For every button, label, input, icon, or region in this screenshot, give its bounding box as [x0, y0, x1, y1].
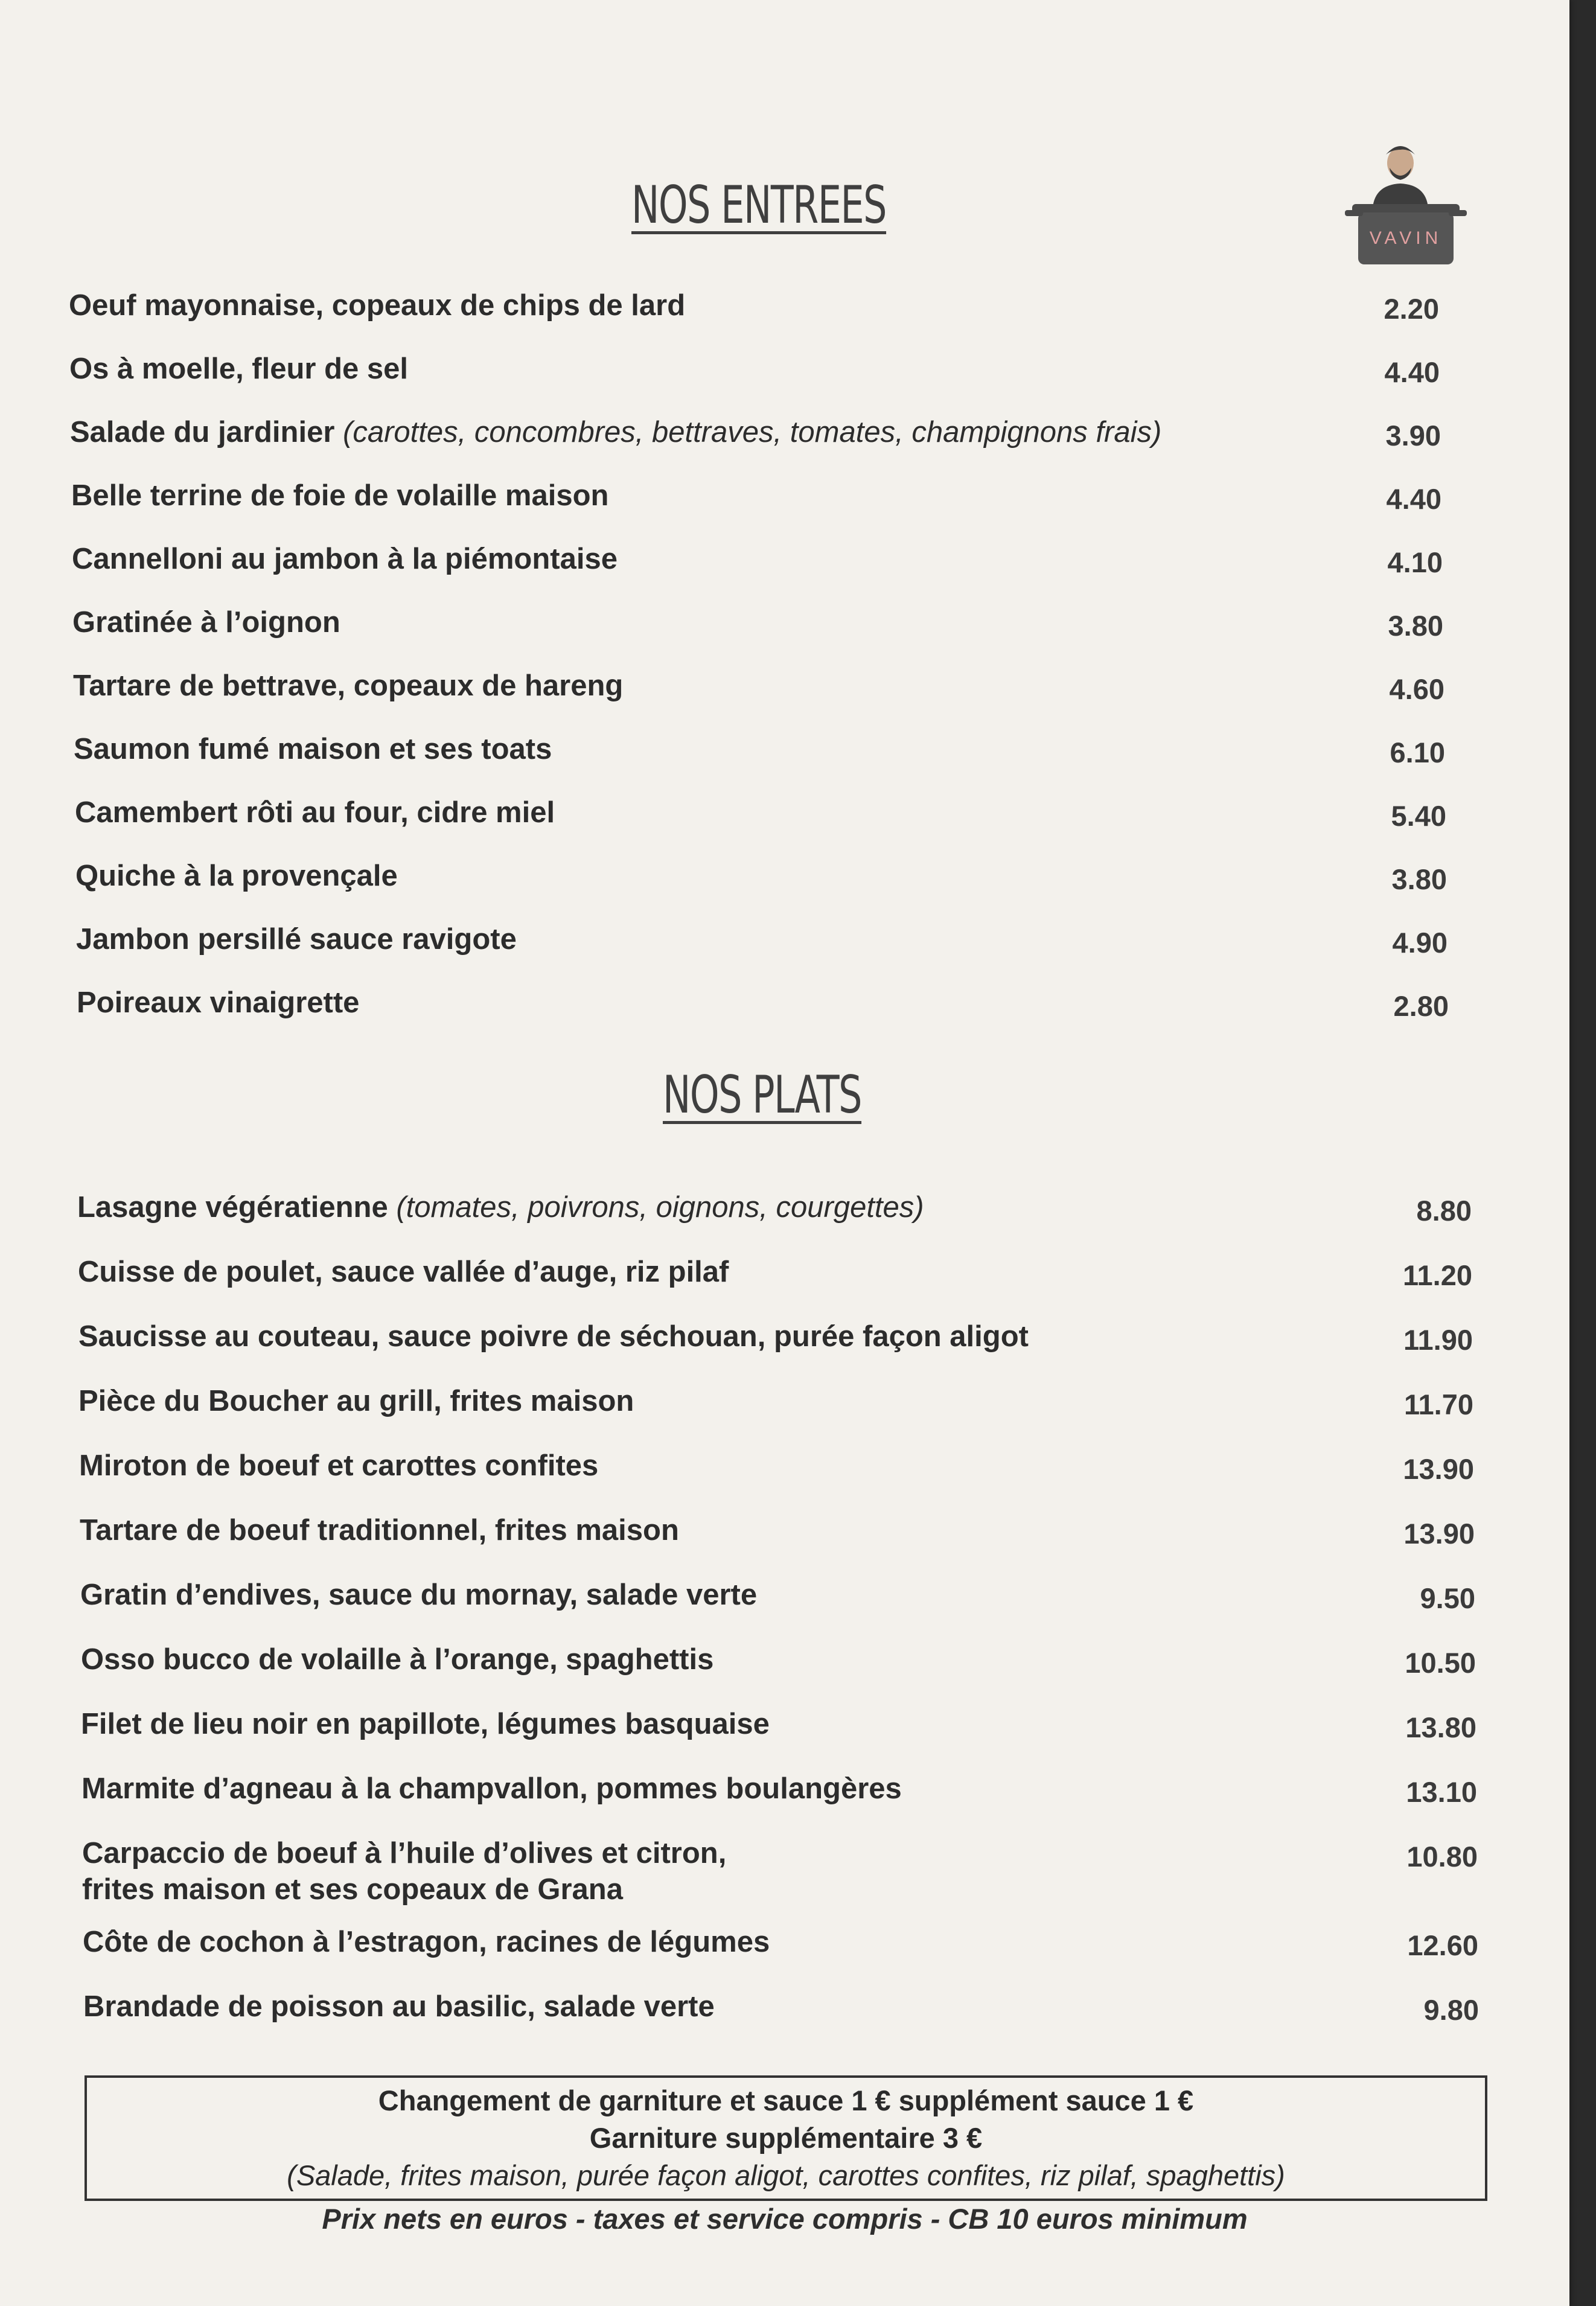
menu-item [69, 289, 685, 322]
section-title-plats: NOS PLATS [663, 1065, 862, 1125]
menu-item [75, 859, 398, 893]
garnish-options-note: (Salade, frites maison, purée façon aligot, carottes confites, riz pilaf, spaghettis) [287, 2159, 1285, 2191]
menu-item-price: 6.10 [1390, 736, 1445, 768]
menu-item-name: Tartare de bettrave, copeaux de hareng [73, 669, 624, 702]
menu-item [82, 1836, 726, 1870]
menu-item-name: Jambon persillé sauce ravigote [76, 923, 517, 956]
menu-item-price: 4.40 [1386, 483, 1441, 515]
menu-item [81, 1643, 713, 1676]
menu-item-note: (carottes, concombres, bettraves, tomates, champignons frais) [343, 416, 1162, 449]
menu-item-name: Gratinée à l’oignon [72, 606, 340, 639]
menu-item-price: 13.90 [1403, 1518, 1475, 1550]
menu-item-name: Os à moelle, fleur de sel [69, 353, 409, 385]
menu-item-name: Carpaccio de boeuf à l’huile d’olives et citron, [82, 1837, 727, 1870]
menu-item-price: 13.80 [1405, 1711, 1476, 1743]
menu-item-name: Osso bucco de volaille à l’orange, spaghettis [81, 1643, 714, 1676]
menu-item-name: Filet de lieu noir en papillote, légumes basquaise [81, 1708, 770, 1740]
menu-item-price: 10.50 [1405, 1647, 1476, 1679]
menu-item [72, 542, 618, 576]
menu-item [69, 352, 408, 386]
menu-item [78, 1320, 1029, 1353]
menu-item [70, 415, 1161, 449]
menu-item-name: Salade du jardinier [70, 416, 335, 449]
menu-item-price: 9.50 [1420, 1582, 1475, 1614]
chef-pot-icon [1341, 136, 1470, 269]
menu-item-price: 11.90 [1403, 1324, 1473, 1356]
menu-item [80, 1513, 679, 1547]
menu-item [77, 1190, 924, 1224]
menu-item-name: Cuisse de poulet, sauce vallée d’auge, riz pilaf [78, 1256, 729, 1288]
menu-item-name: Tartare de boeuf traditionnel, frites maison [80, 1514, 679, 1547]
menu-item-price: 4.10 [1387, 546, 1443, 578]
menu-item-name: Camembert rôti au four, cidre miel [75, 796, 555, 829]
menu-item-price: 2.80 [1393, 990, 1449, 1022]
menu-item [71, 479, 608, 513]
menu-item-name: Miroton de boeuf et carottes confites [79, 1449, 599, 1482]
menu-item-price: 3.80 [1391, 863, 1447, 895]
menu-item-price: 2.20 [1384, 293, 1439, 325]
menu-item [83, 1925, 770, 1959]
menu-item [74, 732, 552, 766]
menu-item-price: 11.70 [1403, 1388, 1473, 1420]
menu-item-price: 13.10 [1406, 1776, 1477, 1808]
menu-item-name: Lasagne végératienne [77, 1191, 388, 1224]
menu-item-price: 11.20 [1402, 1259, 1472, 1291]
extra-garnish-note: Garniture supplémentaire 3 € [589, 2122, 983, 2154]
menu-item-price: 4.60 [1389, 673, 1444, 705]
menu-item-name: Poireaux vinaigrette [77, 986, 360, 1019]
section-title-entrees: NOS ENTREES [631, 175, 887, 235]
menu-item-name: Oeuf mayonnaise, copeaux de chips de lard [69, 289, 686, 322]
menu-item-name: Saucisse au couteau, sauce poivre de séchouan, purée façon aligot [78, 1320, 1029, 1353]
menu-item [75, 796, 555, 829]
menu-item-price: 3.90 [1385, 420, 1441, 452]
price-conditions-note: Prix nets en euros - taxes et service compris - CB 10 euros minimum [322, 2203, 1248, 2235]
garnish-info-box [85, 2075, 1487, 2201]
menu-item [81, 1707, 770, 1741]
logo-text: VAVIN [1369, 228, 1443, 248]
menu-item [83, 1990, 715, 2023]
menu-item-price: 4.40 [1384, 356, 1440, 388]
menu-item [73, 669, 623, 703]
menu-item-price: 8.80 [1416, 1195, 1472, 1227]
menu-item [81, 1772, 902, 1806]
menu-item [79, 1449, 598, 1483]
menu-item-price: 3.80 [1388, 610, 1443, 642]
menu-item [76, 922, 517, 956]
menu-item-name: Pièce du Boucher au grill, frites maison [78, 1385, 634, 1417]
menu-item-name: Cannelloni au jambon à la piémontaise [72, 543, 618, 575]
menu-item [72, 605, 340, 639]
menu-item-name: Gratin d’endives, sauce du mornay, salade verte [80, 1579, 758, 1611]
menu-item-name: Côte de cochon à l’estragon, racines de légumes [83, 1926, 770, 1958]
menu-item-note: (tomates, poivrons, oignons, courgettes) [396, 1191, 924, 1224]
menu-item-price: 9.80 [1423, 1994, 1479, 2026]
menu-item-price: 12.60 [1407, 1929, 1478, 1961]
menu-item-price: 4.90 [1392, 927, 1448, 959]
menu-item-name: Saumon fumé maison et ses toats [74, 733, 552, 765]
menu-item [78, 1255, 729, 1289]
menu-item [80, 1578, 757, 1612]
menu-item-name: Marmite d’agneau à la champvallon, pommes boulangères [81, 1772, 902, 1805]
menu-item-price: 10.80 [1406, 1841, 1478, 1873]
menu-item-name: Brandade de poisson au basilic, salade verte [83, 1990, 715, 2023]
menu-item-name-line2: frites maison et ses copeaux de Grana [82, 1873, 623, 1906]
menu-item-price: 13.90 [1403, 1453, 1474, 1485]
restaurant-logo [1341, 136, 1470, 269]
garnish-change-note: Changement de garniture et sauce 1 € supplément sauce 1 € [378, 2084, 1194, 2116]
menu-item-name: Quiche à la provençale [75, 860, 398, 892]
menu-item [77, 986, 359, 1020]
menu-item-name: Belle terrine de foie de volaille maison [71, 479, 609, 512]
menu-item [78, 1384, 634, 1418]
menu-item-price: 5.40 [1391, 800, 1446, 832]
